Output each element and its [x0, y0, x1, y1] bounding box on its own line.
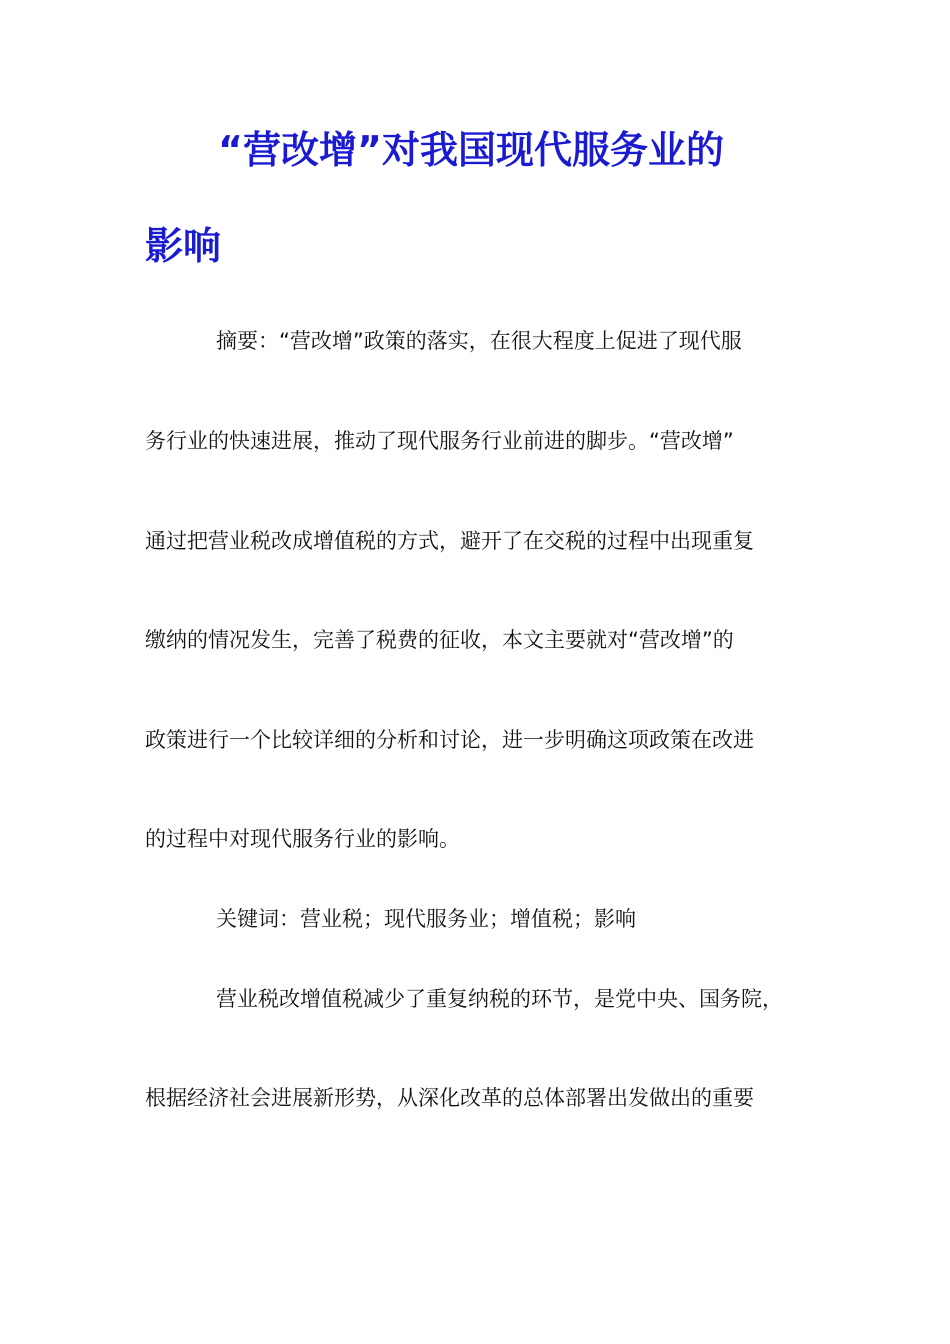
body-line-1: 营业税改增值税减少了重复纳税的环节，是党中央、国务院， — [216, 987, 783, 1011]
abstract-line-2: 务行业的快速进展，推动了现代服务行业前进的脚步。“营改增” — [145, 429, 734, 453]
abstract-line-6: 的过程中对现代服务行业的影响。 — [145, 827, 460, 851]
body-line-2: 根据经济社会进展新形势，从深化改革的总体部署出发做出的重要 — [145, 1086, 754, 1110]
document-title-line-2: 影响 — [145, 224, 222, 268]
abstract-line-4: 缴纳的情况发生，完善了税费的征收，本文主要就对“营改增”的 — [145, 628, 734, 652]
abstract-line-1: 摘要：“营改增”政策的落实，在很大程度上促进了现代服 — [216, 329, 742, 353]
abstract-line-3: 通过把营业税改成增值税的方式，避开了在交税的过程中出现重复 — [145, 529, 754, 553]
document-title-line-1: “营改增”对我国现代服务业的 — [218, 128, 724, 172]
abstract-line-5: 政策进行一个比较详细的分析和讨论，进一步明确这项政策在改进 — [145, 728, 754, 752]
keywords-line: 关键词：营业税；现代服务业；增值税；影响 — [216, 907, 636, 931]
